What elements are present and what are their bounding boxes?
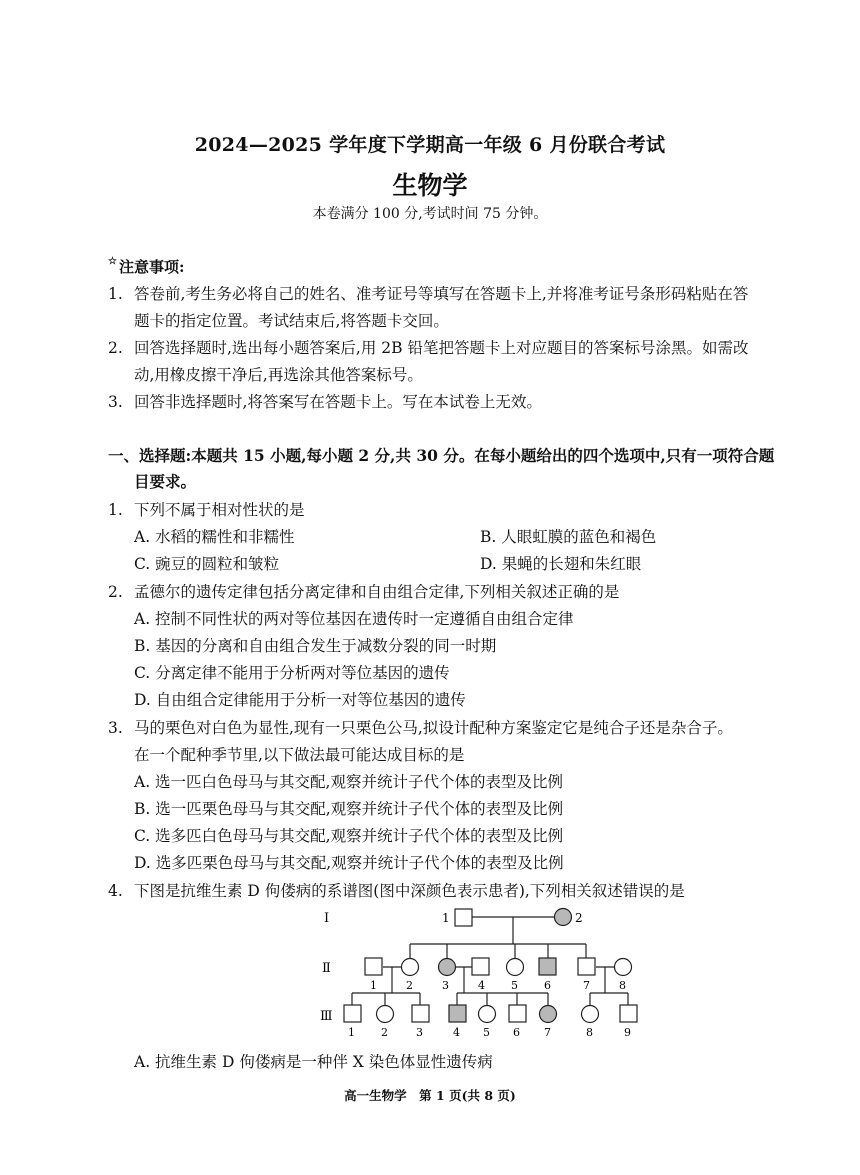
individual-number: 4 — [478, 979, 485, 992]
question-number: 2. — [108, 583, 123, 601]
male-unaffected — [344, 1005, 361, 1022]
exam-info: 本卷满分 100 分,考试时间 75 分钟。 — [312, 206, 548, 222]
q1-option-b: B. 人眼虹膜的蓝色和褐色 — [480, 528, 657, 546]
notice-text: 回答选择题时,选出每小题答案后,用 2B 铅笔把答题卡上对应题目的答案标号涂黑。如需改 — [134, 339, 749, 357]
question-3-stem — [108, 716, 733, 738]
female-unaffected — [615, 959, 632, 976]
female-affected — [439, 959, 456, 976]
q4-option-a: A. 抗维生素 D 佝偻病是一种伴 X 染色体显性遗传病 — [134, 1053, 493, 1071]
pedigree-chart — [300, 900, 660, 1045]
question-text: 下列不属于相对性状的是 — [134, 501, 305, 519]
question-4-stem — [108, 879, 685, 901]
female-affected — [540, 1006, 557, 1023]
notice-text: 回答非选择题时,将答案写在答题卡上。写在本试卷上无效。 — [134, 393, 542, 411]
notice-line-1 — [108, 282, 748, 304]
male-unaffected — [509, 1005, 526, 1022]
individual-number: 6 — [513, 1026, 520, 1039]
individual-number: 4 — [453, 1026, 460, 1039]
q1-option-c: C. 豌豆的圆粒和皱粒 — [134, 555, 280, 573]
individual-number: 1 — [370, 979, 377, 992]
notice-num: 3. — [108, 393, 123, 411]
notice-line-1b — [134, 309, 449, 331]
individual-number: 5 — [483, 1026, 490, 1039]
q1-option-a: A. 水稻的糯性和非糯性 — [134, 528, 295, 546]
subject-title: 生物学 — [392, 171, 468, 200]
q3-option-d: D. 选多匹栗色母马与其交配,观察并统计子代个体的表型及比例 — [134, 854, 564, 872]
q2-option-b: B. 基因的分离和自由组合发生于减数分裂的同一时期 — [134, 637, 497, 655]
male-unaffected — [578, 958, 595, 975]
question-text: 下图是抗维生素 D 佝偻病的系谱图(图中深颜色表示患者),下列相关叙述错误的是 — [134, 882, 685, 900]
individual-number: 2 — [406, 979, 413, 992]
question-text: 马的栗色对白色为显性,现有一只栗色公马,拟设计配种方案鉴定它是纯合子还是杂合子。 — [134, 719, 733, 737]
individual-number: 1 — [442, 911, 450, 925]
section-heading: 一、选择题:本题共 15 小题,每小题 2 分,共 30 分。在每小题给出的四个选项中,只有一项符合题 — [108, 446, 775, 465]
q3-option-b: B. 选一匹栗色母马与其交配,观察并统计子代个体的表型及比例 — [134, 800, 564, 818]
notice-num: 1. — [108, 285, 123, 303]
notice-num: 2. — [108, 339, 123, 357]
individual-number: 5 — [511, 979, 518, 992]
generation-label: Ⅱ — [322, 961, 331, 976]
male-affected — [449, 1005, 466, 1022]
notice-text: 答卷前,考生务必将自己的姓名、准考证号等填写在答题卡上,并将准考证号条形码粘贴在答 — [134, 285, 749, 303]
question-number: 3. — [108, 719, 123, 737]
question-3-stem-cont: 在一个配种季节里,以下做法最可能达成目标的是 — [134, 746, 465, 764]
notice-heading-text: 注意事项: — [118, 258, 185, 276]
male-unaffected — [365, 958, 382, 975]
female-affected — [555, 909, 572, 926]
notice-text: 题卡的指定位置。考试结束后,将答题卡交回。 — [134, 312, 449, 330]
male-affected — [539, 958, 556, 975]
q2-option-d: D. 自由组合定律能用于分析一对等位基因的遗传 — [134, 691, 466, 709]
notice-heading — [108, 256, 185, 277]
generation-label: Ⅰ — [324, 911, 330, 926]
individual-number: 8 — [586, 1026, 593, 1039]
q3-option-c: C. 选多匹白色母马与其交配,观察并统计子代个体的表型及比例 — [134, 827, 564, 845]
individual-number: 3 — [442, 979, 449, 992]
individual-number: 2 — [381, 1026, 388, 1039]
individual-number: 3 — [416, 1026, 423, 1039]
male-unaffected — [412, 1005, 429, 1022]
female-unaffected — [507, 959, 524, 976]
female-unaffected — [402, 959, 419, 976]
male-unaffected — [455, 909, 472, 926]
female-unaffected — [377, 1006, 394, 1023]
q3-option-a: A. 选一匹白色母马与其交配,观察并统计子代个体的表型及比例 — [134, 773, 563, 791]
question-2-stem — [108, 580, 619, 602]
star-icon: ☆ — [108, 256, 117, 267]
question-1-stem — [108, 498, 305, 520]
individual-number: 1 — [348, 1026, 355, 1039]
individual-number: 8 — [619, 979, 626, 992]
male-unaffected — [472, 958, 489, 975]
female-unaffected — [582, 1006, 599, 1023]
individual-number: 7 — [544, 1026, 551, 1039]
female-unaffected — [479, 1006, 496, 1023]
section-heading-cont: 目要求。 — [134, 472, 197, 491]
male-unaffected — [620, 1005, 637, 1022]
individual-number: 6 — [544, 979, 551, 992]
notice-line-3 — [108, 390, 542, 412]
q2-option-c: C. 分离定律不能用于分析两对等位基因的遗传 — [134, 664, 450, 682]
individual-number: 2 — [575, 911, 583, 925]
q1-option-d: D. 果蝇的长翅和朱红眼 — [480, 555, 642, 573]
notice-text: 动,用橡皮擦干净后,再选涂其他答案标号。 — [134, 366, 423, 384]
exam-title: 2024—2025 学年度下学期高一年级 6 月份联合考试 — [194, 134, 666, 156]
generation-label: Ⅲ — [320, 1009, 333, 1024]
question-number: 4. — [108, 882, 123, 900]
question-text: 孟德尔的遗传定律包括分离定律和自由组合定律,下列相关叙述正确的是 — [134, 583, 620, 601]
notice-line-2 — [108, 336, 748, 358]
individual-number: 9 — [624, 1026, 631, 1039]
page-footer: 高一生物学 第 1 页(共 8 页) — [344, 1088, 516, 1103]
question-number: 1. — [108, 501, 123, 519]
individual-number: 7 — [583, 979, 590, 992]
notice-line-2b — [134, 363, 423, 385]
q2-option-a: A. 控制不同性状的两对等位基因在遗传时一定遵循自由组合定律 — [134, 610, 574, 628]
